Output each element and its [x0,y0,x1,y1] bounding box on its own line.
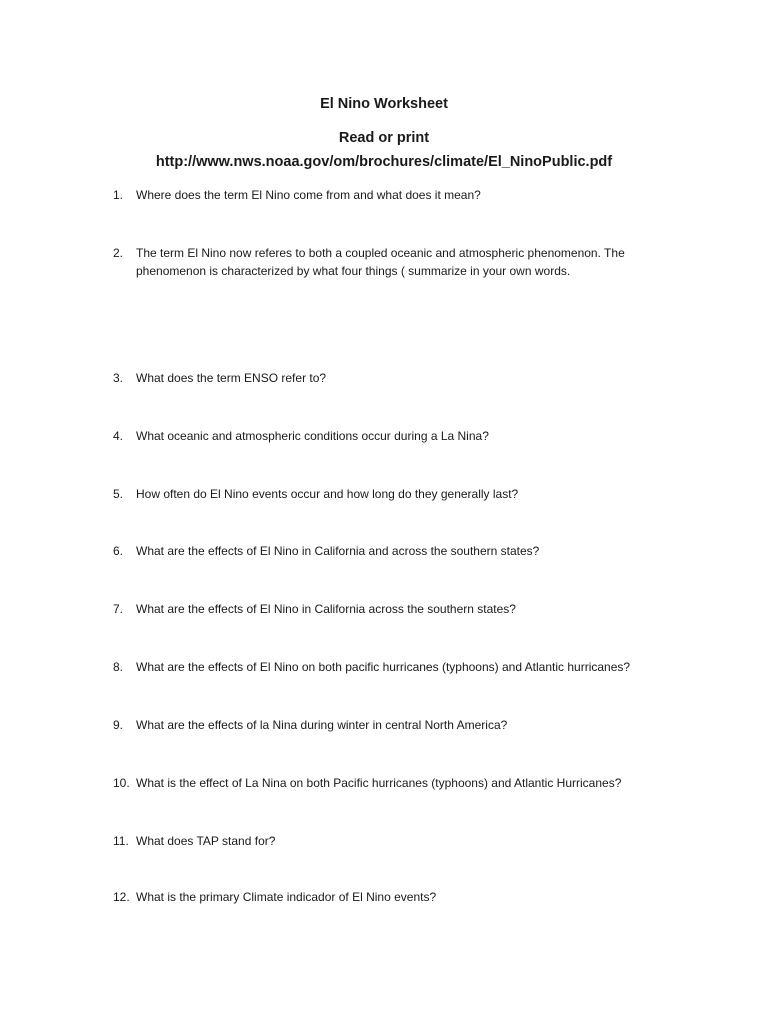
question-item [113,427,673,445]
question-item [113,244,673,280]
question-text: What does the term ENSO refer to? [136,371,327,385]
question-text: What is the effect of La Nina on both Pacific hurricanes (typhoons) and Atlantic Hurricanes? [136,776,622,790]
question-text: How often do El Nino events occur and how long do they generally last? [136,487,519,501]
question-item [113,369,673,387]
question-text: What are the effects of El Nino in California across the southern states? [136,602,516,616]
question-item [113,716,673,734]
question-number: 7. [113,602,124,616]
question-number: 1. [113,188,124,202]
question-text: What are the effects of El Nino on both pacific hurricanes (typhoons) and Atlantic hurricanes? [136,660,631,674]
question-text: What are the effects of El Nino in California and across the southern states? [136,544,540,558]
question-item [113,658,673,676]
source-url: http://www.nws.noaa.gov/om/brochures/climate/El_NinoPublic.pdf [155,154,613,170]
question-item [113,542,673,560]
question-item [113,832,673,850]
question-number: 11. [113,834,129,848]
question-text: What oceanic and atmospheric conditions occur during a La Nina? [136,429,489,443]
question-text: What is the primary Climate indicador of El Nino events? [136,890,437,904]
page-title: El Nino Worksheet [320,96,448,112]
question-number: 9. [113,718,124,732]
instruction-text: Read or print [338,130,430,146]
question-number: 5. [113,487,124,501]
question-item [113,774,673,792]
question-number: 8. [113,660,124,674]
question-text: The term El Nino now referes to both a coupled oceanic and atmospheric phenomenon. The phenomenon is characterized by what four things ( summarize in your own words. [136,246,625,278]
question-item [113,600,673,618]
question-item [113,485,673,503]
question-number: 3. [113,371,124,385]
question-number: 6. [113,544,124,558]
question-number: 10. [113,776,130,790]
question-number: 2. [113,246,124,260]
question-text: Where does the term El Nino come from and what does it mean? [136,188,481,202]
question-text: What are the effects of la Nina during winter in central North America? [136,718,508,732]
question-number: 4. [113,429,124,443]
question-item [113,888,673,906]
question-number: 12. [113,890,130,904]
question-text: What does TAP stand for? [136,834,276,848]
question-item [113,186,673,204]
